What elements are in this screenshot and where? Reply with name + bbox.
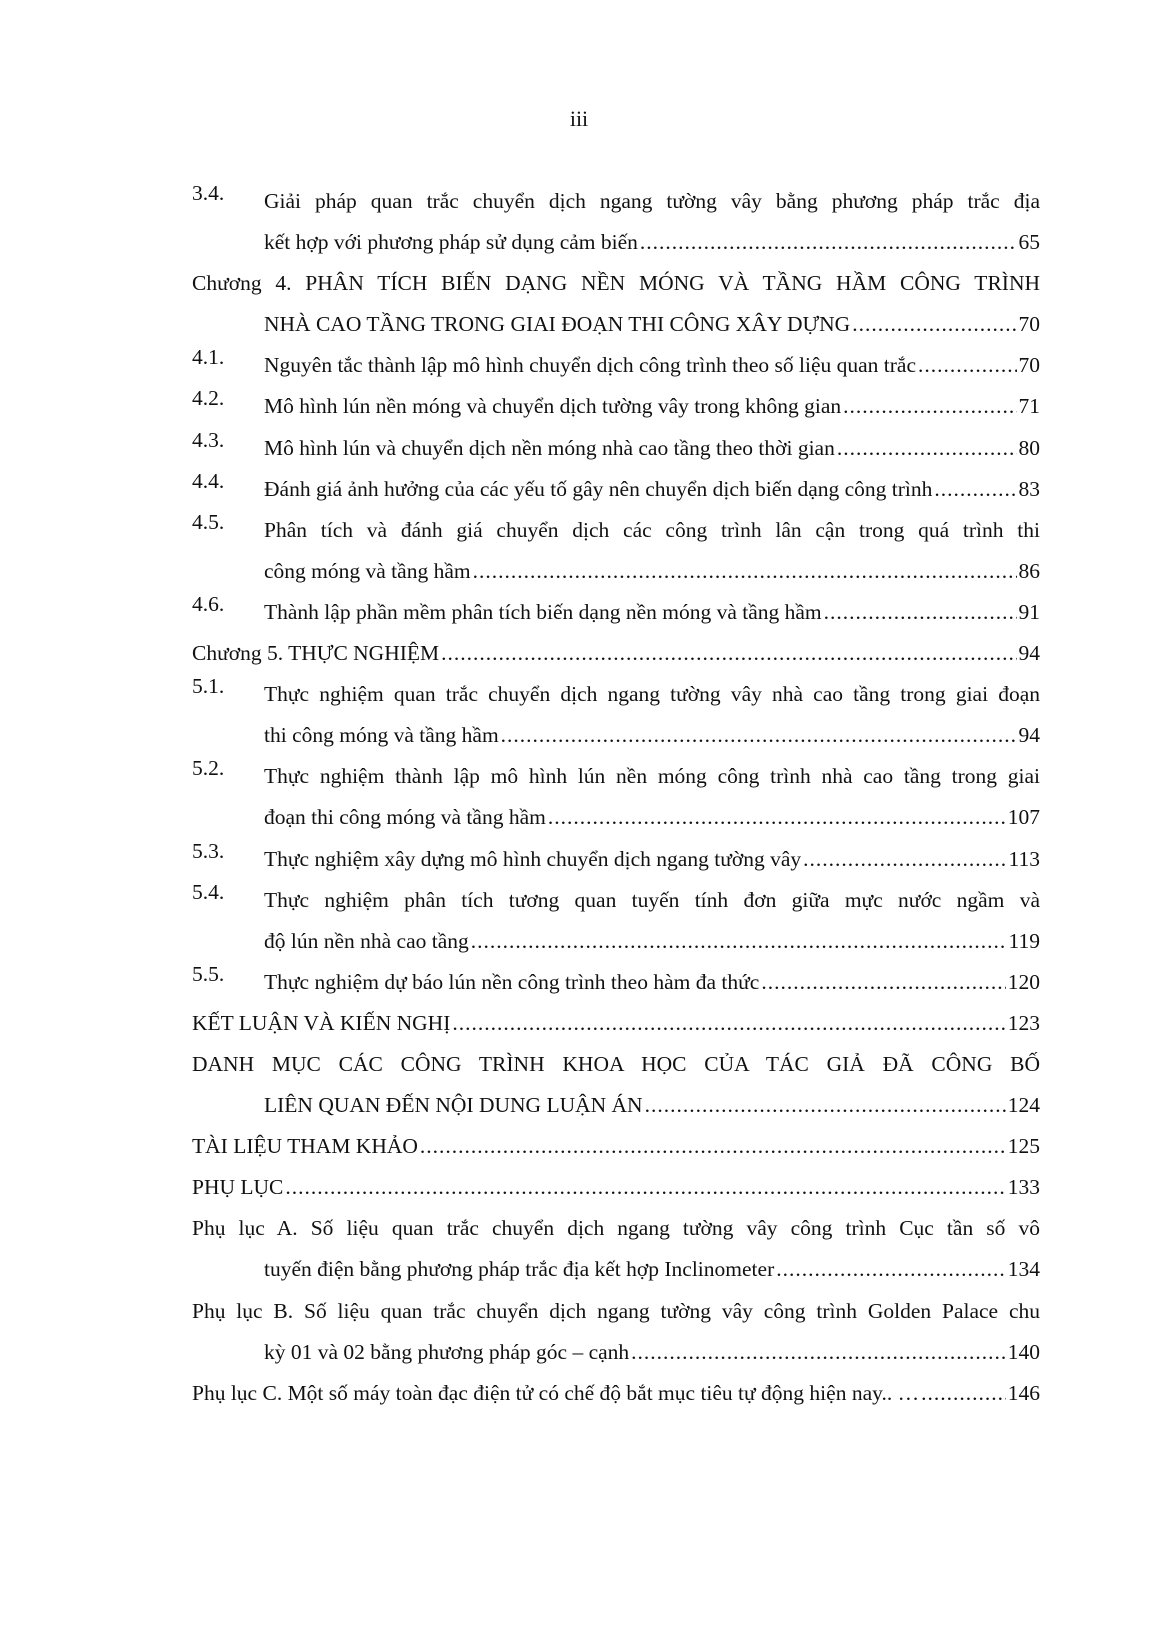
- toc-entry-line: Thực nghiệm phân tích tương quan tuyến tính đơn giữa mực nước ngầm và: [264, 887, 1040, 912]
- toc-entry-page: 120: [1007, 969, 1040, 994]
- page-number: iii: [569, 106, 589, 131]
- toc-entry-line: DANH MỤC CÁC CÔNG TRÌNH KHOA HỌC CỦA TÁC GIẢ ĐÃ CÔNG BỐ: [192, 1051, 1040, 1076]
- toc-entry[interactable]: [192, 880, 1040, 962]
- toc-entry-title: Mô hình lún nền móng và chuyển dịch tường vây trong không gian: [264, 394, 842, 419]
- toc-entry[interactable]: [192, 181, 1040, 263]
- toc-entry-title: Phụ lục C. Một số máy toàn đạc điện tử có chế độ bắt mục tiêu tự động hiện nay.. …: [192, 1380, 920, 1405]
- toc-entry-page: 123: [1007, 1010, 1040, 1035]
- toc-entry-number: 4.4.: [192, 468, 225, 493]
- toc-entry-title: độ lún nền nhà cao tầng: [264, 928, 469, 953]
- toc-entry-number: 5.5.: [192, 961, 225, 986]
- dot-leader: [761, 962, 1005, 1003]
- toc-entry[interactable]: [192, 633, 1040, 674]
- dot-leader: [548, 797, 1006, 838]
- toc-entry-page: 146: [1007, 1380, 1040, 1405]
- toc-entry-page: 133: [1007, 1175, 1040, 1200]
- toc-entry-page: 71: [1018, 394, 1040, 419]
- toc-entry-number: 5.4.: [192, 879, 225, 904]
- toc-entry-page: 140: [1007, 1339, 1040, 1364]
- dot-leader: [420, 1126, 1006, 1167]
- toc-entry-number: 5.3.: [192, 838, 225, 863]
- toc-entry-page: 80: [1018, 435, 1040, 460]
- toc-entry-page: 94: [1018, 641, 1040, 666]
- toc-entry-title: đoạn thi công móng và tầng hầm: [264, 805, 546, 830]
- toc-entry[interactable]: [192, 1126, 1040, 1167]
- dot-leader: [501, 715, 1017, 756]
- toc-entry-title: KẾT LUẬN VÀ KIẾN NGHỊ: [192, 1010, 451, 1035]
- toc-entry-title: LIÊN QUAN ĐẾN NỘI DUNG LUẬN ÁN: [264, 1093, 643, 1118]
- toc-entry-number: 4.1.: [192, 345, 225, 370]
- toc-entry-number: 4.2.: [192, 386, 225, 411]
- toc-entry-title: Đánh giá ảnh hưởng của các yếu tố gây nên chuyển dịch biến dạng công trình: [264, 476, 933, 501]
- toc-entry-page: 83: [1018, 476, 1040, 501]
- toc-entry-line: Phân tích và đánh giá chuyển dịch các công trình lân cận trong quá trình thi: [264, 517, 1040, 542]
- toc-entry-line: Giải pháp quan trắc chuyển dịch ngang tường vây bằng phương pháp trắc địa: [264, 189, 1040, 213]
- toc-entry-page: 119: [1008, 928, 1040, 953]
- dot-leader: [776, 1249, 1006, 1290]
- toc-entry-page: 134: [1007, 1257, 1040, 1282]
- dot-leader: [824, 592, 1017, 633]
- toc-entry[interactable]: [192, 839, 1040, 880]
- dot-leader: [631, 1332, 1006, 1373]
- toc-entry[interactable]: [192, 1044, 1040, 1126]
- toc-entry-page: 70: [1018, 312, 1040, 337]
- dot-leader: [837, 428, 1017, 469]
- toc-entry-title: công móng và tầng hầm: [264, 558, 471, 583]
- toc-entry-page: 91: [1018, 599, 1040, 624]
- toc-entry-title: Chương 5. THỰC NGHIỆM: [192, 641, 440, 666]
- toc-entry-number: 5.2.: [192, 756, 225, 781]
- toc-entry-page: 113: [1008, 846, 1040, 871]
- toc-entry[interactable]: [192, 469, 1040, 510]
- toc-entry[interactable]: [192, 756, 1040, 838]
- dot-leader: [918, 345, 1017, 386]
- toc-entry[interactable]: [192, 592, 1040, 633]
- dot-leader: [921, 1373, 1006, 1414]
- toc-entry-page: 124: [1007, 1093, 1040, 1118]
- toc-entry[interactable]: [192, 1167, 1040, 1208]
- dot-leader: [803, 839, 1006, 880]
- toc-entry-title: PHỤ LỤC: [192, 1175, 284, 1200]
- toc-entry[interactable]: [192, 263, 1040, 345]
- toc-entry-line: Phụ lục B. Số liệu quan trắc chuyển dịch ngang tường vây công trình Golden Palace chu: [192, 1298, 1040, 1323]
- toc-entry[interactable]: [192, 1208, 1040, 1290]
- toc-entry-title: Thành lập phần mềm phân tích biến dạng nền móng và tầng hầm: [264, 599, 822, 624]
- toc-entry-page: 65: [1018, 230, 1040, 255]
- toc-entry[interactable]: [192, 510, 1040, 592]
- toc-entry-page: 94: [1018, 723, 1040, 748]
- toc-entry[interactable]: [192, 345, 1040, 386]
- dot-leader: [285, 1167, 1005, 1208]
- toc-entry[interactable]: [192, 1373, 1040, 1414]
- toc-entry-line: Phụ lục A. Số liệu quan trắc chuyển dịch ngang tường vây công trình Cục tần số vô: [192, 1216, 1040, 1241]
- toc-entry-title: Nguyên tắc thành lập mô hình chuyển dịch công trình theo số liệu quan trắc: [264, 353, 916, 378]
- toc-entry[interactable]: [192, 386, 1040, 427]
- dot-leader: [473, 551, 1017, 592]
- toc-entry[interactable]: [192, 1003, 1040, 1044]
- toc-entry-title: NHÀ CAO TẦNG TRONG GIAI ĐOẠN THI CÔNG XÂY DỰNG: [264, 312, 851, 337]
- toc-entry-title: Thực nghiệm dự báo lún nền công trình theo hàm đa thức: [264, 969, 760, 994]
- dot-leader: [645, 1085, 1006, 1126]
- toc-entry-title: Mô hình lún và chuyển dịch nền móng nhà cao tầng theo thời gian: [264, 435, 835, 460]
- toc-entry[interactable]: [192, 962, 1040, 1003]
- dot-leader: [934, 469, 1016, 510]
- toc-entry-title: tuyến điện bằng phương pháp trắc địa kết hợp Inclinometer: [264, 1257, 775, 1282]
- toc-entry-title: TÀI LIỆU THAM KHẢO: [192, 1134, 418, 1159]
- toc-entry-number: 3.4.: [192, 181, 225, 205]
- dot-leader: [852, 304, 1016, 345]
- toc-entry-line: Thực nghiệm quan trắc chuyển dịch ngang tường vây nhà cao tầng trong giai đoạn: [264, 682, 1040, 707]
- toc-entry-title: thi công móng và tầng hầm: [264, 723, 499, 748]
- toc-entry[interactable]: [192, 674, 1040, 756]
- table-of-contents: [192, 181, 1040, 1414]
- dot-leader: [640, 222, 1017, 263]
- toc-entry-line: Thực nghiệm thành lập mô hình lún nền móng công trình nhà cao tầng trong giai: [264, 764, 1040, 789]
- toc-entry-number: 4.5.: [192, 509, 225, 534]
- toc-entry-title: kỳ 01 và 02 bằng phương pháp góc – cạnh: [264, 1339, 630, 1364]
- dot-leader: [843, 386, 1016, 427]
- toc-entry-title: Thực nghiệm xây dựng mô hình chuyển dịch ngang tường vây: [264, 846, 802, 871]
- toc-entry-number: 4.3.: [192, 427, 225, 452]
- dot-leader: [441, 633, 1016, 674]
- toc-entry-page: 86: [1018, 558, 1040, 583]
- dot-leader: [471, 921, 1007, 962]
- toc-entry-page: 107: [1007, 805, 1040, 830]
- toc-entry-page: 70: [1018, 353, 1040, 378]
- toc-entry-line: Chương 4. PHÂN TÍCH BIẾN DẠNG NỀN MÓNG VÀ TẦNG HẦM CÔNG TRÌNH: [192, 271, 1040, 296]
- toc-entry-page: 125: [1007, 1134, 1040, 1159]
- toc-entry[interactable]: [192, 428, 1040, 469]
- toc-entry-number: 5.1.: [192, 674, 225, 699]
- toc-entry-number: 4.6.: [192, 591, 225, 616]
- toc-entry[interactable]: [192, 1291, 1040, 1373]
- dot-leader: [452, 1003, 1005, 1044]
- toc-entry-title: kết hợp với phương pháp sử dụng cảm biến: [264, 230, 638, 255]
